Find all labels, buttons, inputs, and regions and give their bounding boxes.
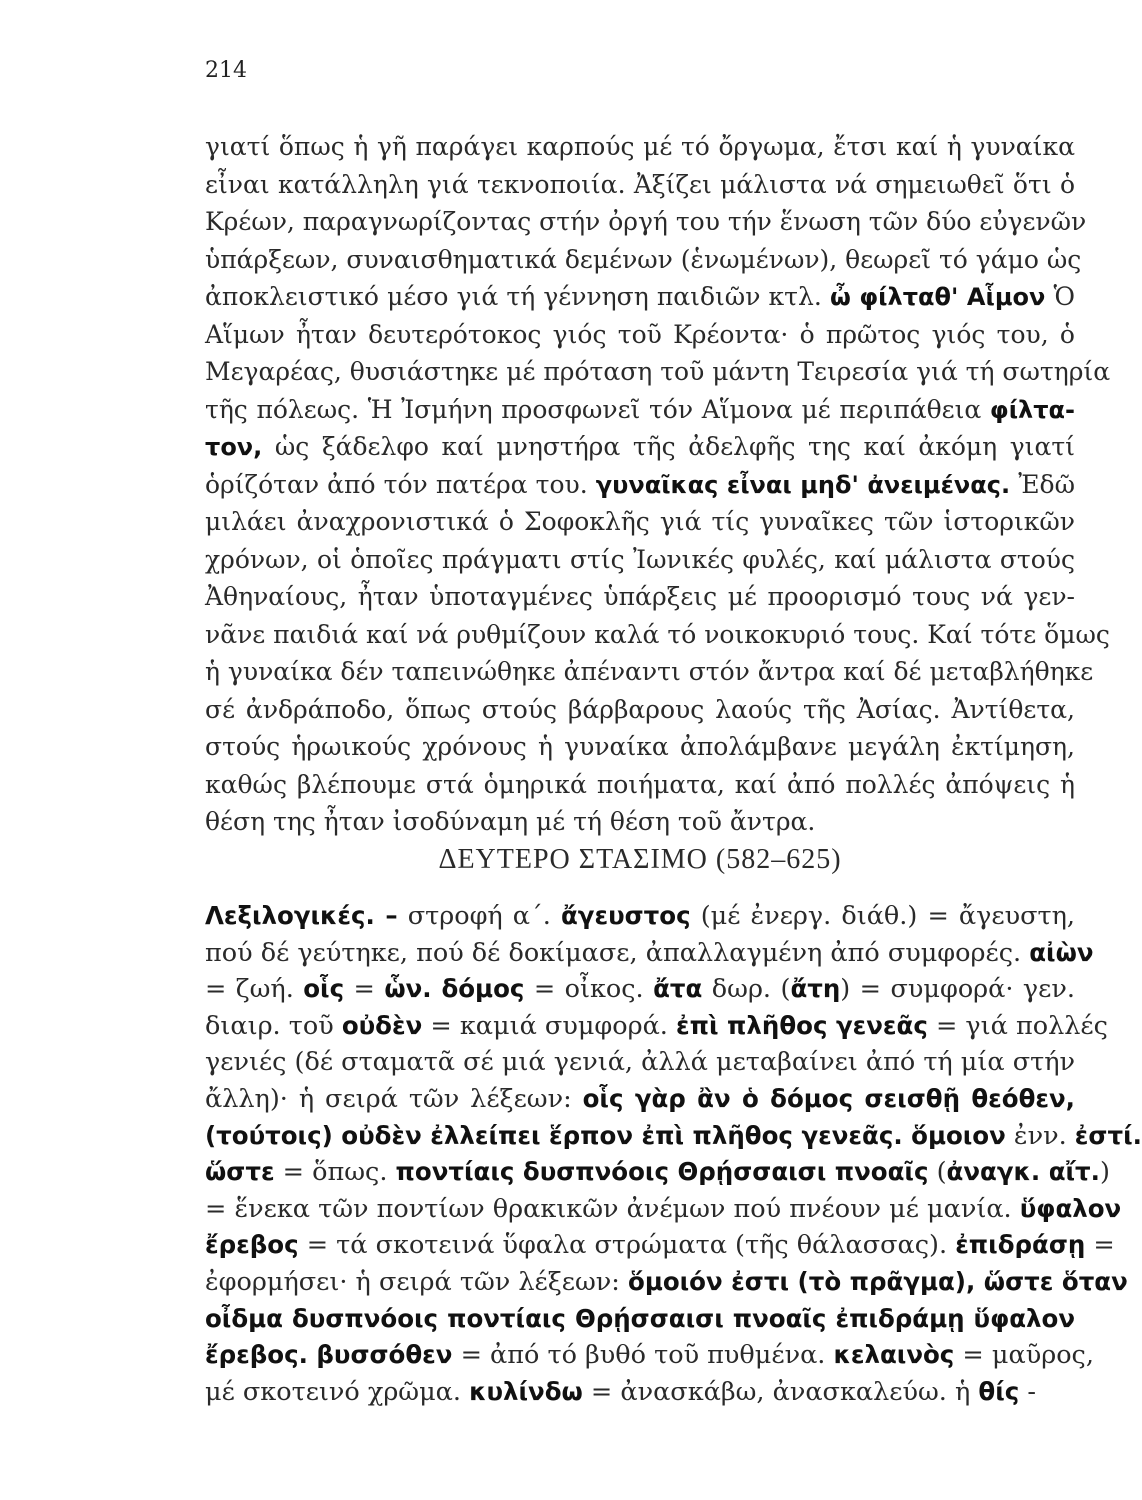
text-run: μέ σκοτεινό χρῶμα. — [205, 1376, 470, 1407]
bold-term: ἔρεβος. βυσσόθεν — [205, 1340, 453, 1370]
text-run: τῆς πόλεως. Ἡ Ἰσμήνη προσφωνεῖ τόν Αἵμονα μέ περιπάθεια — [205, 394, 990, 424]
text-run: νᾶνε παιδιά καί νά ρυθμίζουν καλά τό νοικοκυριό τους. Καί τότε ὅμως — [205, 619, 1110, 649]
text-run: Μεγαρέας, θυσιάστηκε μέ πρόταση τοῦ μάντη Τειρεσία γιά τή σωτηρία — [205, 357, 1111, 386]
bold-term: ὕφαλον — [1019, 1193, 1122, 1223]
text-line — [205, 541, 1075, 579]
text-line — [205, 616, 1110, 654]
text-run: = ζωή. — [205, 974, 304, 1005]
text-run: γιατί ὅπως ἡ γῆ παράγει καρπούς μέ τό ὄργωμα, ἔτσι καί ἡ γυναίκα — [205, 132, 1075, 161]
text-run: εἶναι κατάλληλη γιά τεκνοποιία. Ἀξίζει μάλιστα νά σημειωθεῖ ὅτι ὁ — [205, 169, 1075, 199]
text-line — [205, 203, 1087, 241]
text-line — [205, 728, 1075, 766]
text-line — [205, 1301, 1075, 1338]
bold-term: ἔρεβος — [205, 1230, 299, 1260]
text-run: δωρ. ( — [702, 974, 791, 1005]
text-run: = ἀπό τό βυθό τοῦ πυθμένα. — [452, 1340, 834, 1371]
text-run: = τά σκοτεινά ὕφαλα στρώματα (τῆς θάλασσας). — [298, 1230, 956, 1261]
bold-term: ἄγευστος — [560, 901, 691, 930]
text-line — [205, 353, 1111, 391]
bold-term: ὧν. δόμος — [384, 974, 525, 1004]
text-line — [205, 1227, 1115, 1264]
text-run: θέση της ἦταν ἰσοδύναμη μέ τή θέση τοῦ ἄντρα. — [205, 807, 816, 836]
section-heading: ΔΕΥΤΕΡΟ ΣΤΑΣΙΜΟ (582–625) — [438, 844, 842, 875]
bold-term: κυλίνδω — [469, 1376, 583, 1406]
bold-term: γυναῖκας εἶναι μηδ' ἀνειμένας. — [595, 470, 1011, 499]
vocabulary-notes — [205, 898, 1142, 1410]
commentary-paragraph — [205, 128, 1111, 841]
text-line — [205, 653, 1094, 691]
page-number: 214 — [205, 58, 247, 83]
bold-term: οἷς — [303, 974, 345, 1004]
bold-term: οἶδμα δυσπνόοις ποντίαις Θρῄσσαισι πνοαῖς ἐπιδράμῃ ὕφαλον — [205, 1303, 1075, 1333]
bold-term: ὦ φίλταθ' Αἷμον — [829, 283, 1046, 311]
text-run: - — [1019, 1376, 1036, 1407]
text-line — [205, 935, 1094, 972]
text-run: = ὅπως. — [274, 1157, 396, 1188]
bold-term: ἄτα — [653, 974, 703, 1004]
text-line — [205, 1154, 1110, 1191]
text-line — [205, 1081, 1075, 1118]
text-run: Αἵμων ἦταν δευτερότοκος γιός τοῦ Κρέοντα· ὁ πρῶτος γιός του, ὁ — [205, 319, 1075, 349]
text-line — [205, 1191, 1122, 1228]
text-run: στούς ἡρωικούς χρόνους ἡ γυναίκα ἀπολάμβανε μεγάλη ἐκτίμηση, — [205, 732, 1075, 761]
bold-term: ἄτη — [790, 974, 841, 1004]
text-run: ὁρίζόταν ἀπό τόν πατέρα του. — [205, 469, 596, 499]
bold-term: ὥστε — [205, 1157, 275, 1187]
text-line — [205, 278, 1075, 316]
bold-term: ποντίαις δυσπνόοις Θρῄσσαισι πνοαῖς — [395, 1157, 929, 1187]
text-run: χρόνων, οἱ ὁποῖες πράγματι στίς Ἰωνικές φυλές, καί μάλιστα στούς — [205, 544, 1075, 574]
text-run: = — [1085, 1230, 1115, 1261]
text-line — [205, 971, 1075, 1008]
text-run: = ἀνασκάβω, ἀνασκαλεύω. ἡ — [582, 1376, 979, 1407]
text-run: σέ ἀνδράποδο, ὅπως στούς βάρβαρους λαούς τῆς Ἀσίας. Ἀντίθετα, — [205, 694, 1075, 724]
text-run: Ἐδῶ — [1010, 469, 1075, 499]
text-run: ἀποκλειστικό μέσο γιά τή γέννηση παιδιῶν κτλ. — [205, 282, 830, 311]
text-line — [205, 166, 1075, 204]
text-line — [205, 391, 1075, 429]
text-line — [205, 241, 1082, 279]
text-run: ἡ γυναίκα δέν ταπεινώθηκε ἀπέναντι στόν ἄντρα καί δέ μεταβλήθηκε — [205, 657, 1094, 686]
text-line — [205, 1118, 1142, 1155]
text-run: Ἀθηναίους, ἦταν ὑποταγμένες ὑπάρξεις μέ προορισμό τους νά γεν- — [205, 582, 1075, 611]
bold-term: ἐστί. — [1074, 1120, 1142, 1150]
text-line — [205, 466, 1075, 504]
text-line — [205, 503, 1075, 541]
text-run: = — [344, 974, 385, 1005]
text-line — [205, 1264, 1128, 1301]
text-line — [205, 766, 1075, 804]
text-run: ( — [928, 1157, 947, 1188]
text-run: ὑπάρξεων, συναισθηματικά δεμένων (ἑνωμένων), θεωρεῖ τό γάμο ὡς — [205, 244, 1082, 274]
text-run: γενιές (δέ σταματᾶ σέ μιά γενιά, ἀλλά μεταβαίνει ἀπό τή μία στήν — [205, 1047, 1076, 1078]
text-run: ) = συμφορά· γεν. — [840, 974, 1075, 1005]
bold-term: Λεξιλογικές. – — [205, 901, 398, 930]
text-run: πού δέ γεύτηκε, πού δέ δοκίμασε, ἀπαλλαγμένη ἀπό συμφορές. — [205, 937, 1030, 968]
text-run: ἐνν. — [1005, 1120, 1075, 1151]
text-line — [205, 428, 1075, 466]
text-run: καθώς βλέπουμε στά ὁμηρικά ποιήματα, καί ἀπό πολλές ἀπόψεις ἡ — [205, 769, 1075, 799]
bold-term: αἰὼν — [1029, 937, 1094, 967]
bold-term: φίλτα- — [989, 395, 1075, 424]
text-run: = ἕνεκα τῶν ποντίων θρακικῶν ἀνέμων πού πνέουν μέ μανία. — [205, 1193, 1020, 1224]
text-line — [205, 1008, 1108, 1045]
text-run: διαιρ. τοῦ — [205, 1010, 342, 1041]
text-run: ἐφορμήσει· ἡ σειρά τῶν λέξεων: — [205, 1266, 629, 1297]
text-line — [205, 316, 1075, 354]
text-run: μιλάει ἀναχρονιστικά ὁ Σοφοκλῆς γιά τίς γυναῖκες τῶν ἱστορικῶν — [205, 507, 1075, 536]
bold-term: ὅμοιόν ἐστι (τὸ πρᾶγμα), ὥστε ὅταν — [628, 1266, 1128, 1296]
text-run: Κρέων, παραγνωρίζοντας στήν ὀργή του τήν ἕνωση τῶν δύο εὐγενῶν — [205, 207, 1087, 236]
text-line — [205, 578, 1075, 616]
text-run: ἄλλη)· ἡ σειρά τῶν λέξεων: — [205, 1083, 583, 1114]
text-run: ) — [1099, 1157, 1110, 1188]
text-line — [205, 128, 1075, 166]
text-line — [205, 898, 1075, 935]
bold-term: (τούτοις) οὐδὲν ἐλλείπει ἕρπον ἐπὶ πλῆθος γενεᾶς. ὅμοιον — [205, 1120, 1006, 1150]
text-run: = καμιά συμφορά. — [422, 1010, 677, 1041]
bold-term: ἀναγκ. αἴτ. — [946, 1157, 1100, 1187]
text-line — [205, 1337, 1094, 1374]
bold-term: οὐδὲν — [341, 1010, 423, 1040]
text-line — [205, 691, 1075, 729]
text-run: ὡς ξάδελφο καί μνηστήρα τῆς ἀδελφῆς της καί ἀκόμη γιατί — [262, 432, 1075, 461]
text-line — [205, 803, 1075, 841]
bold-term: τον, — [205, 433, 263, 461]
text-run: (μέ ἐνεργ. διάθ.) = ἄγευστη, — [690, 901, 1075, 931]
text-run: Ὁ — [1045, 282, 1076, 311]
text-line — [205, 1374, 1075, 1411]
text-run: = οἶκος. — [524, 974, 654, 1005]
text-line — [205, 1044, 1075, 1081]
bold-term: οἷς γὰρ ἂν ὁ δόμος σεισθῇ θεόθεν, — [582, 1083, 1075, 1113]
bold-term: κελαινὸς — [833, 1340, 955, 1370]
text-run: = γιά πολλές — [927, 1010, 1108, 1041]
bold-term: ἐπιδράσῃ — [955, 1230, 1086, 1260]
text-run: στροφή α΄. — [397, 901, 561, 931]
bold-term: ἐπὶ πλῆθος γενεᾶς — [676, 1010, 928, 1040]
bold-term: θίς — [978, 1376, 1020, 1406]
text-run: = μαῦρος, — [954, 1340, 1094, 1371]
